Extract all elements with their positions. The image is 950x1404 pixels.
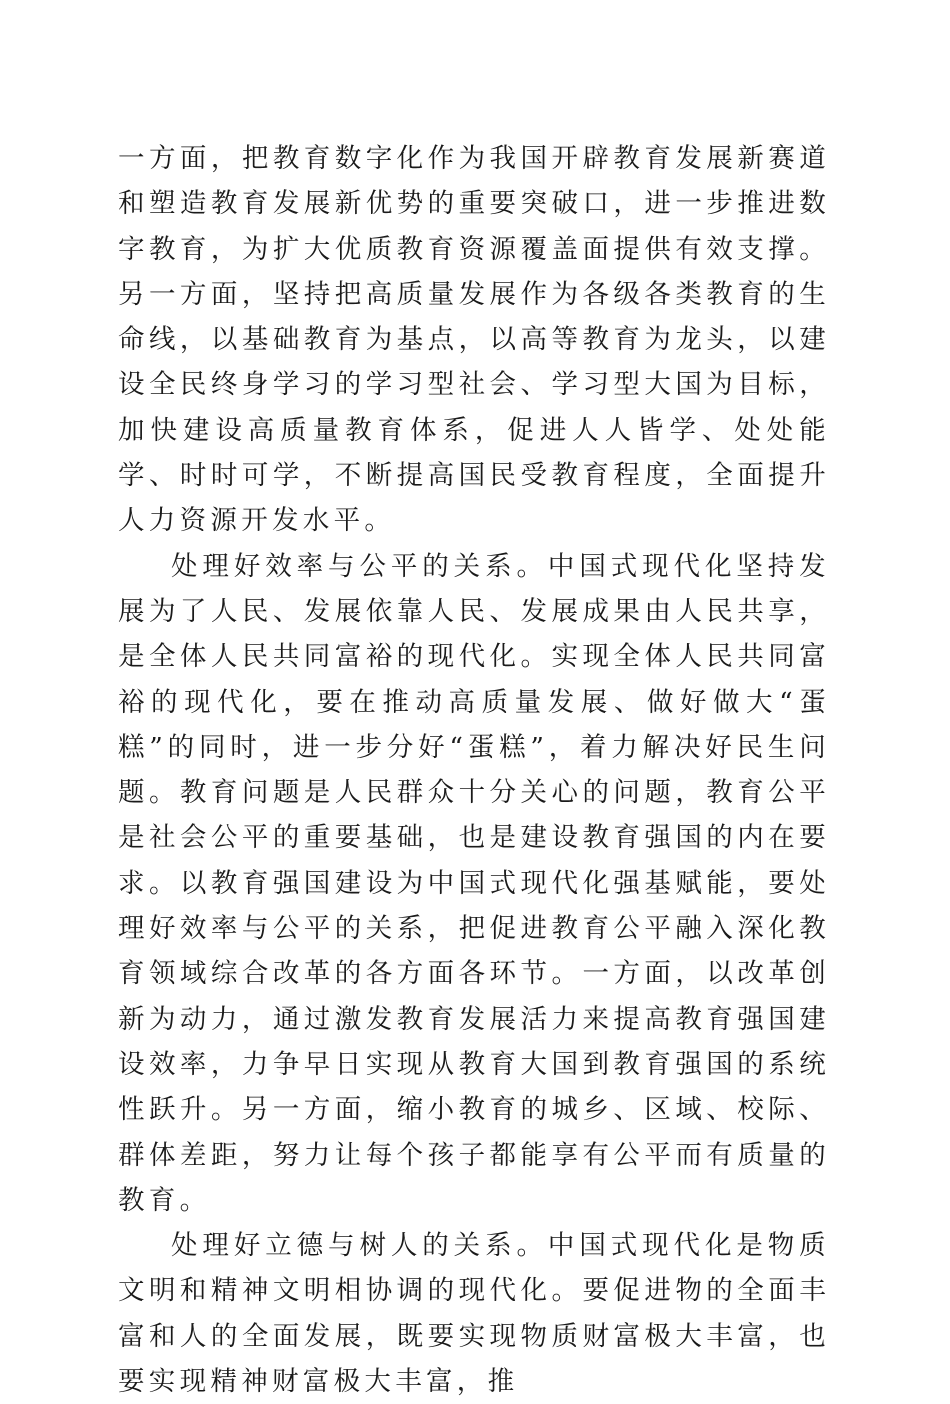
paragraph-continuation: 一方面，把教育数字化作为我国开辟教育发展新赛道和塑造教育发展新优势的重要突破口，进一步推进数字教育，为扩大优质教育资源覆盖面提供有效支撑。另一方面，坚持把高质量发展作为各级各类教育的生命线，以基础教育为基点，以高等教育为龙头，以建设全民终身学习的学习型社会、学习型大国为目标，加快建设高质量教育体系，促进人人皆学、处处能学、时时可学，不断提高国民受教育程度，全面提升人力资源开发水平。 [118,143,830,537]
paragraph-morality-education: 处理好立德与树人的关系。中国式现代化是物质文明和精神文明相协调的现代化。要促进物的全面丰富和人的全面发展，既要实现物质财富极大丰富，也要实现精神财富极大丰富，推 [118,1230,830,1398]
body-text [118,136,830,1404]
paragraph-efficiency-fairness: 处理好效率与公平的关系。中国式现代化坚持发展为了人民、发展依靠人民、发展成果由人民共享，是全体人民共同富裕的现代化。实现全体人民共同富裕的现代化，要在推动高质量发展、做好做大“蛋糕”的同时，进一步分好“蛋糕”，着力解决好民生问题。教育问题是人民群众十分关心的问题，教育公平是社会公平的重要基础，也是建设教育强国的内在要求。以教育强国建设为中国式现代化强基赋能，要处理好效率与公平的关系，把促进教育公平融入深化教育领域综合改革的各方面各环节。一方面，以改革创新为动力，通过激发教育发展活力来提高教育强国建设效率，力争早日实现从教育大国到教育强国的系统性跃升。另一方面，缩小教育的城乡、区域、校际、群体差距，努力让每个孩子都能享有公平而有质量的教育。 [118,550,830,1216]
